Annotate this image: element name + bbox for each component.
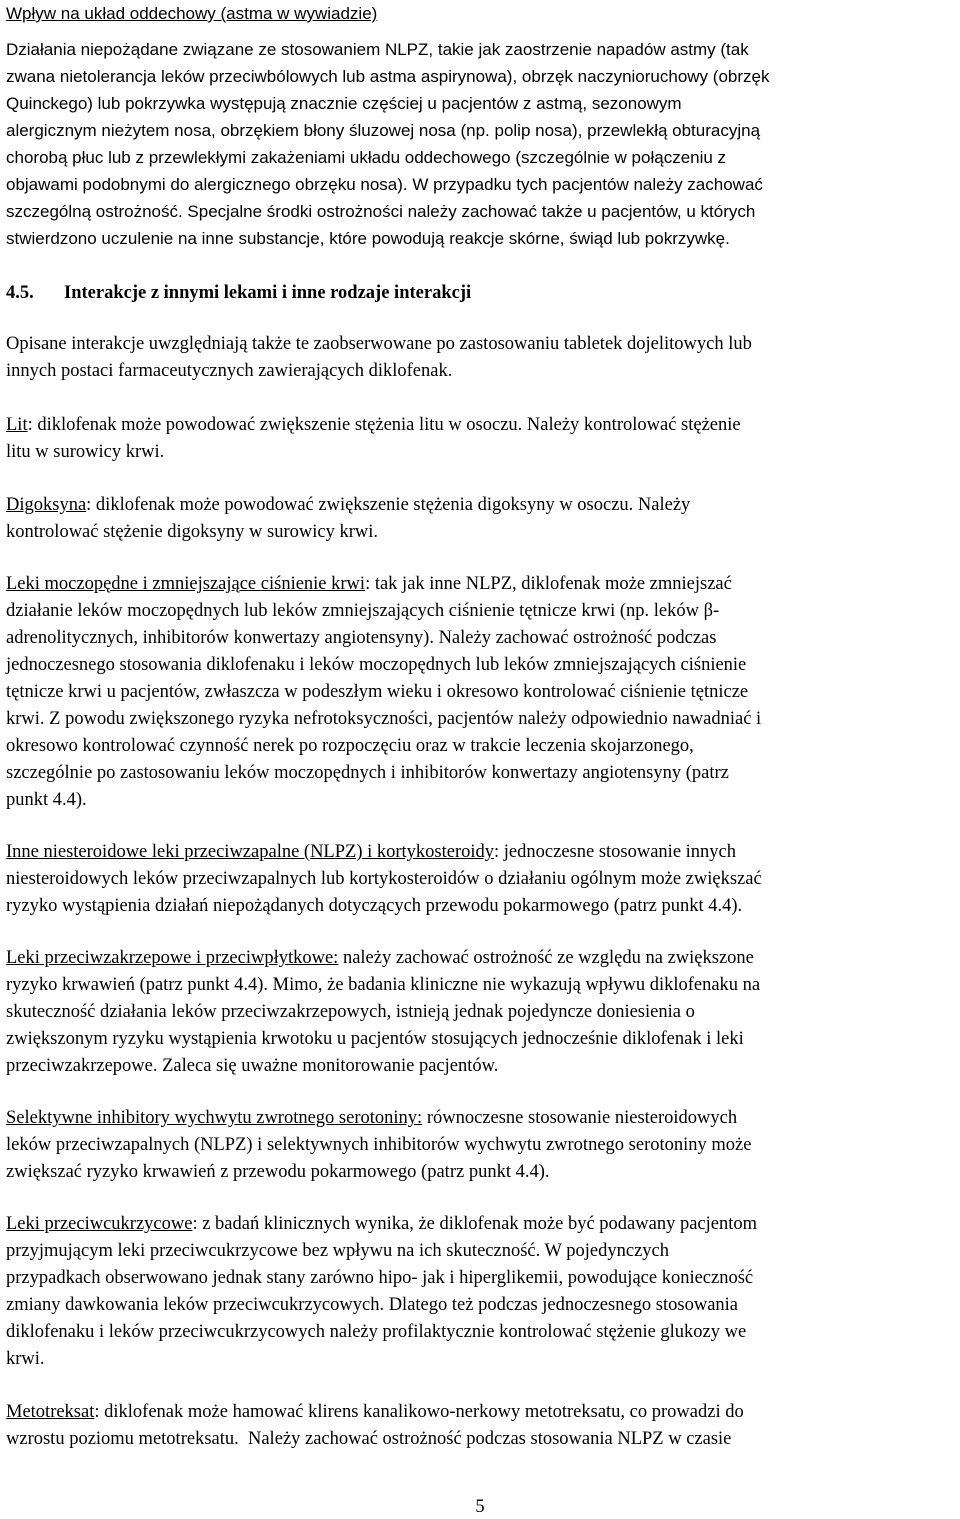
asthma-paragraph: [6, 36, 956, 252]
text-line: Metotreksat: diklofenak może hamować klirens kanalikowo-nerkowy metotreksatu, co prowadzi do: [6, 1402, 744, 1422]
text-line: przypadkach obserwowano jednak stany zarówno hipo- jak i hiperglikemii, powodujące konieczność: [6, 1268, 754, 1288]
antidiabetics-paragraph: [6, 1211, 956, 1373]
text-line: Leki przeciwzakrzepowe i przeciwpłytkowe: należy zachować ostrożność ze względu na zwiększone: [6, 948, 754, 968]
text-line: zwiększonym ryzyku wystąpienia krwotoku u pacjentów stosujących jednocześnie diklofenak i leki: [6, 1029, 744, 1049]
ssri-paragraph: [6, 1105, 956, 1186]
text-line: przyjmującym leki przeciwcukrzycowe bez wpływu na ich skuteczność. W pojedynczych: [6, 1241, 670, 1261]
text-line: Inne niesteroidowe leki przeciwzapalne (NLPZ) i kortykosteroidy: jednoczesne stosowanie innych: [6, 842, 737, 862]
text-line: diklofenaku i leków przeciwcukrzycowych należy profilaktycznie kontrolować stężenie glukozy we: [6, 1322, 747, 1342]
anticoagulants-paragraph: [6, 945, 956, 1080]
text-line: krwi.: [6, 1349, 45, 1369]
interaction-term: Selektywne inhibitory wychwytu zwrotnego serotoniny:: [6, 1108, 423, 1128]
text-line: adrenolitycznych, inhibitorów konwertazy angiotensyny). Należy zachować ostrożność podczas: [6, 628, 717, 648]
text-line: leków przeciwzapalnych (NLPZ) i selektywnych inhibitorów wychwytu zwrotnego serotoniny może: [6, 1135, 752, 1155]
page-number: 5: [475, 1497, 485, 1517]
text-line: tętnicze krwi u pacjentów, zwłaszcza w podeszłym wieku i okresowo kontrolować ciśnienie tętnicze: [6, 682, 749, 702]
text-line: Digoksyna: diklofenak może powodować zwiększenie stężenia digoksyny w osoczu. Należy: [6, 495, 691, 515]
text-line: Lit: diklofenak może powodować zwiększenie stężenia litu w osoczu. Należy kontrolować stężenie: [6, 415, 741, 435]
interaction-term: Inne niesteroidowe leki przeciwzapalne (NLPZ) i kortykosteroidy: [6, 842, 495, 862]
text-line: zwiększać ryzyko krwawień z przewodu pokarmowego (patrz punkt 4.4).: [6, 1162, 550, 1182]
section-number: 4.5.: [6, 283, 34, 303]
text-line: innych postaci farmaceutycznych zawierających diklofenak.: [6, 361, 453, 381]
text-line: skuteczność działania leków przeciwzakrzepowych, istnieją jednak pojedyncze doniesienia o: [6, 1002, 695, 1022]
interaction-term: Leki moczopędne i zmniejszające ciśnienie krwi: [6, 574, 366, 594]
text-line: niesteroidowych leków przeciwzapalnych lub kortykosteroidów o działaniu ogólnym może zwiększać: [6, 869, 762, 889]
asthma-heading: Wpływ na układ oddechowy (astma w wywiadzie): [6, 4, 378, 23]
interaction-term: Leki przeciwcukrzycowe: [6, 1214, 193, 1234]
methotrexate-paragraph: [6, 1399, 956, 1453]
section-heading: [6, 280, 471, 306]
interaction-term: Lit: [6, 415, 28, 435]
text-line: szczególnie po zastosowaniu leków moczopędnych i inhibitorów konwertazy angiotensyny (patrz: [6, 763, 729, 783]
text-line: zwana nietolerancja leków przeciwbólowych lub astma aspirynowa), obrzęk naczynioruchowy (obrzęk: [6, 67, 770, 86]
text-line: Quinckego) lub pokrzywka występują znacznie częściej u pacjentów z astmą, sezonowym: [6, 94, 682, 113]
nsaids-paragraph: [6, 839, 956, 920]
interaction-term: Metotreksat: [6, 1402, 95, 1422]
text-line: szczególną ostrożność. Specjalne środki ostrożności należy zachować także u pacjentów, u których: [6, 202, 756, 221]
text-line: chorobą płuc lub z przewlekłymi zakażeniami układu oddechowego (szczególnie w połączeniu z: [6, 148, 727, 167]
text-line: przeciwzakrzepowe. Zaleca się uważne monitorowanie pacjentów.: [6, 1056, 499, 1076]
intro-paragraph: [6, 331, 956, 385]
text-line: alergicznym nieżytem nosa, obrzękiem błony śluzowej nosa (np. polip nosa), przewlekłą obturacyjną: [6, 121, 761, 140]
text-line: kontrolować stężenie digoksyny w surowicy krwi.: [6, 522, 378, 542]
text-line: punkt 4.4).: [6, 790, 87, 810]
lithium-paragraph: [6, 412, 956, 466]
text-line: krwi. Z powodu zwiększonego ryzyka nefrotoksyczności, pacjentów należy odpowiednio nawadniać i: [6, 709, 762, 729]
text-line: jednoczesnego stosowania diklofenaku i leków moczopędnych lub leków zmniejszających ciśnienie: [6, 655, 747, 675]
digoxin-paragraph: [6, 492, 956, 546]
text-line: zmiany dawkowania leków przeciwcukrzycowych. Dlatego też podczas jednoczesnego stosowania: [6, 1295, 739, 1315]
text-line: stwierdzono uczulenie na inne substancje, które powodują reakcje skórne, świąd lub pokrzywkę.: [6, 229, 730, 248]
text-line: ryzyko wystąpienia działań niepożądanych dotyczących przewodu pokarmowego (patrz punkt 4.4).: [6, 896, 743, 916]
text-line: okresowo kontrolować czynność nerek po rozpoczęciu oraz w trakcie leczenia skojarzonego,: [6, 736, 694, 756]
text-line: Działania niepożądane związane ze stosowaniem NLPZ, takie jak zaostrzenie napadów astmy (tak: [6, 40, 749, 59]
text-line: Leki przeciwcukrzycowe: z badań klinicznych wynika, że diklofenak może być podawany pacjentom: [6, 1214, 757, 1234]
text-line: Selektywne inhibitory wychwytu zwrotnego serotoniny: równoczesne stosowanie niesteroidowych: [6, 1108, 738, 1128]
text-line: wzrostu poziomu metotreksatu. Należy zachować ostrożność podczas stosowania NLPZ w czasie: [6, 1429, 732, 1449]
text-line: działanie leków moczopędnych lub leków zmniejszających ciśnienie tętnicze krwi (np. leków β-: [6, 601, 720, 621]
text-line: objawami podobnymi do alergicznego obrzęku nosa). W przypadku tych pacjentów należy zachować: [6, 175, 763, 194]
text-line: Opisane interakcje uwzględniają także te zaobserwowane po zastosowaniu tabletek dojelitowych lub: [6, 334, 752, 354]
section-title: Interakcje z innymi lekami i inne rodzaje interakcji: [64, 283, 472, 303]
interaction-term: Leki przeciwzakrzepowe i przeciwpłytkowe:: [6, 948, 339, 968]
text-line: Leki moczopędne i zmniejszające ciśnienie krwi: tak jak inne NLPZ, diklofenak może zmniejszać: [6, 574, 732, 594]
diuretics-paragraph: [6, 571, 956, 814]
text-line: litu w surowicy krwi.: [6, 442, 165, 462]
interaction-term: Digoksyna: [6, 495, 87, 515]
text-line: ryzyko krwawień (patrz punkt 4.4). Mimo, że badania kliniczne nie wykazują wpływu diklofenaku na: [6, 975, 761, 995]
